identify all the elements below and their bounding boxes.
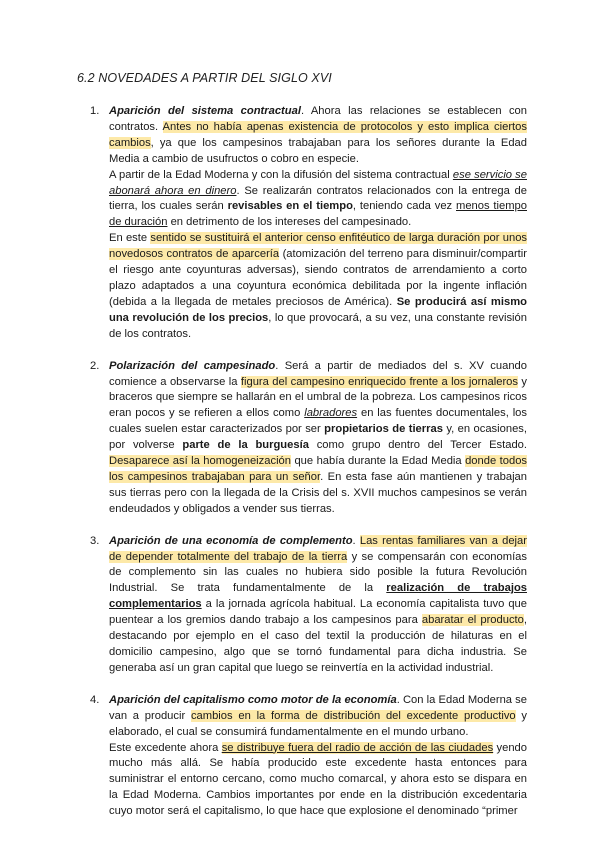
item-paragraph xyxy=(109,168,527,232)
highlighted-text: abaratar el producto xyxy=(421,614,524,627)
highlighted-text: figura del campesino enriquecido frente a los jornaleros xyxy=(240,375,518,388)
item-paragraph xyxy=(109,104,527,168)
numbered-list xyxy=(0,104,600,836)
text-run: . En esta fase aún mantienen y trabajan sus tierras pero con la llegada de la Crisis del s. XVII muchos campesinos se verán endeudados y obligados a vender sus tierras. xyxy=(109,470,527,515)
text-run: (atomización del terreno para disminuir/compartir el riesgo ante coyunturas adversas), siendo contratos de arrendamiento a corto plazo adaptados a una coyuntura económica debilitada por la ingente inflación (debida a la llegada de metales preciosos de América). xyxy=(109,248,527,308)
text-run: y braceros que siempre se hallarán en el umbral de la pobreza. Los campesinos ricos eran pocos y se refieren a ellos como xyxy=(109,375,528,420)
item-number: 4. xyxy=(90,693,100,706)
text-run: , lo que provocará, a su vez, una constante revisión de los contratos. xyxy=(109,311,527,340)
text-run: Este excedente ahora xyxy=(109,741,222,754)
item-number: 3. xyxy=(90,534,100,547)
text-run: y se compensarán con economías de complemento sin las cuales no hubiera sido posible la futura Revolución Industrial. Se trata fundamentalmente de la xyxy=(109,550,527,595)
highlighted-text: cambios en la forma de distribución del excedente productivo xyxy=(190,709,516,722)
text-run: , teniendo cada vez xyxy=(352,200,456,213)
text-run: . Ahora las relaciones se establecen con contratos. xyxy=(109,105,527,133)
italic-underlined-text: ese servicio se abonará ahora en dinero xyxy=(109,168,527,197)
highlighted-text: se distribuye fuera del radio de acción de las ciudades xyxy=(221,741,494,754)
bold-text: Se producirá así mismo una revolución de los precios xyxy=(109,295,527,324)
list-item xyxy=(0,534,527,677)
bold-text: revisables en el tiempo xyxy=(227,200,353,213)
item-number: 2. xyxy=(90,359,100,372)
text-run: . Se realizarán contratos relacionados con la entrega de tierra, los cuales serán xyxy=(109,184,527,213)
text-run: . xyxy=(352,534,360,547)
highlighted-text: Antes no había apenas existencia de protocolos y esto implica ciertos cambios xyxy=(109,120,527,149)
highlighted-text: Desaparece así la homogeneización xyxy=(109,455,292,468)
item-title: Aparición de una economía de complemento xyxy=(109,534,353,547)
text-run: . Con la Edad Moderna se van a producir xyxy=(109,693,527,722)
text-run: que había durante la Edad Media xyxy=(291,455,466,468)
text-run: y elaborado, el cual se consumirá fundamentalmente en el mundo urbano. xyxy=(109,709,527,738)
item-paragraph xyxy=(109,741,527,821)
text-run: A partir de la Edad Moderna y con la difusión del sistema contractual xyxy=(109,168,453,181)
item-paragraph xyxy=(109,231,527,342)
text-run: yendo mucho más allá. Se había producido este excedente hasta entonces para suministrar el entorno cercano, como mucho comarcal, y ahora esto se dispara en la Edad Moderna. Cambios importantes por ende en la distribución excedentaria cuyo motor será el capitalismo, lo que hace que explosione el denominado “primer xyxy=(109,741,528,818)
text-run: En este xyxy=(109,232,151,245)
item-paragraph xyxy=(109,693,527,741)
text-run: , ya que los campesinos trabajaban para los señores durante la Edad Media a cambio de usufructos o cobro en especie. xyxy=(109,136,527,165)
list-item xyxy=(0,359,527,518)
highlighted-text: sentido se sustituirá el anterior censo enfitéutico de larga duración por unos novedosos contratos de aparcería xyxy=(109,232,528,261)
text-run: . Será a partir de mediados del s. XV cuando comience a observarse la xyxy=(109,359,527,388)
section-heading: 6.2 NOVEDADES A PARTIR DEL SIGLO XVI xyxy=(77,71,332,85)
item-paragraph xyxy=(109,534,527,677)
text-run: en las fuentes documentales, los cuales suelen estar caracterizados por ser xyxy=(109,407,527,436)
list-item xyxy=(0,104,527,343)
text-run: a la jornada agrícola habitual. La economía capitalista tuvo que puentear a los gremios dando trabajo a los campesinos para xyxy=(109,598,527,627)
text-run: , destacando por ejemplo en el caso del textil la producción de hilaturas en el domicilio campesino, algo que se tornó fundamental para dicha industria. Se generaba así un gran capital que luego se reinvertía en la actividad industrial. xyxy=(109,614,527,674)
highlighted-text: Las rentas familiares van a dejar de depender totalmente del trabajo de la tierra xyxy=(109,534,527,563)
text-run: en detrimento de los intereses del campesinado. xyxy=(167,216,412,229)
item-title: Aparición del sistema contractual xyxy=(109,105,301,117)
item-number: 1. xyxy=(90,105,100,117)
bold-underlined-text: realización de trabajos complementarios xyxy=(109,582,527,611)
list-item xyxy=(0,693,527,820)
item-title: Polarización del campesinado xyxy=(109,359,276,372)
item-title: Aparición del capitalismo como motor de la economía xyxy=(109,693,397,706)
text-run: como grupo dentro del Tercer Estado. xyxy=(308,439,528,452)
highlighted-text: donde todos los campesinos trabajaban para un señor xyxy=(109,455,528,483)
text-run: y, en ocasiones, por volverse xyxy=(109,423,527,452)
bold-text: propietarios de tierras xyxy=(324,423,443,436)
italic-underlined-text: labradores xyxy=(304,407,358,420)
item-paragraph xyxy=(109,359,527,518)
bold-text: parte de la burguesía xyxy=(182,439,309,452)
underlined-text: menos tiempo de duración xyxy=(109,200,527,229)
